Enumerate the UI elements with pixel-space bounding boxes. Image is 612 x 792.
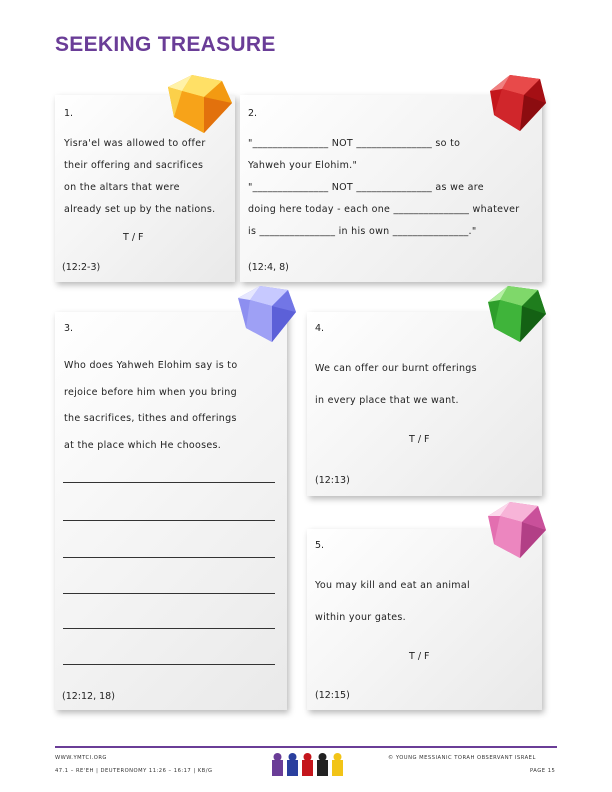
scripture-reference: (12:13) (315, 475, 350, 486)
question-number: 4. (315, 323, 325, 334)
question-text-line: at the place which He chooses. (64, 440, 222, 451)
answer-line[interactable] (63, 557, 275, 558)
page-title: SEEKING TREASURE (55, 33, 276, 56)
question-number: 1. (64, 108, 74, 119)
footer-page-number: PAGE 15 (530, 768, 556, 774)
question-text-line[interactable]: is _______________ in his own _______________." (248, 226, 477, 237)
question-text-line: on the altars that were (64, 182, 180, 193)
logo-icon (270, 752, 346, 782)
question-text-line[interactable]: "_______________ NOT _______________ as we are (248, 182, 484, 193)
footer-divider (55, 746, 557, 748)
pink-gem-icon (486, 500, 548, 560)
question-text-line[interactable]: "_______________ NOT _______________ so to (248, 138, 461, 149)
scripture-reference: (12:12, 18) (62, 691, 115, 702)
footer-website: WWW.YMTCI.ORG (55, 755, 107, 761)
answer-line[interactable] (63, 520, 275, 521)
question-text-line: already set up by the nations. (64, 204, 216, 215)
question-text-line: within your gates. (315, 612, 407, 623)
blue-gem-icon (236, 284, 298, 344)
question-text-line[interactable]: doing here today - each one _______________ whatever (248, 204, 520, 215)
answer-line[interactable] (63, 664, 275, 665)
question-number: 2. (248, 108, 258, 119)
question-text-line: in every place that we want. (315, 395, 459, 406)
true-false-answer[interactable]: T / F (409, 434, 430, 445)
true-false-answer[interactable]: T / F (123, 232, 144, 243)
question-number: 5. (315, 540, 325, 551)
question-text-line: their offering and sacrifices (64, 160, 204, 171)
footer-copyright: © YOUNG MESSIANIC TORAH OBSERVANT ISRAEL (388, 755, 536, 761)
question-text-line: Yisra'el was allowed to offer (64, 138, 206, 149)
answer-line[interactable] (63, 593, 275, 594)
green-gem-icon (486, 284, 548, 344)
footer-lesson: 47.1 – RE'EH | DEUTERONOMY 11:26 – 16:17 | KB/G (55, 768, 213, 774)
scripture-reference: (12:15) (315, 690, 350, 701)
question-text-line: Yahweh your Elohim." (248, 160, 358, 171)
question-text-line: rejoice before him when you bring (64, 387, 237, 398)
question-text-line: You may kill and eat an animal (315, 580, 470, 591)
question-card-3 (55, 312, 287, 710)
question-text-line: Who does Yahweh Elohim say is to (64, 360, 238, 371)
true-false-answer[interactable]: T / F (409, 651, 430, 662)
question-text-line: the sacrifices, tithes and offerings (64, 413, 237, 424)
question-text-line: We can offer our burnt offerings (315, 363, 477, 374)
question-number: 3. (64, 323, 74, 334)
answer-line[interactable] (63, 482, 275, 483)
scripture-reference: (12:2-3) (62, 262, 101, 273)
red-gem-icon (486, 73, 548, 133)
answer-line[interactable] (63, 628, 275, 629)
yellow-gem-icon (164, 73, 234, 135)
scripture-reference: (12:4, 8) (248, 262, 289, 273)
